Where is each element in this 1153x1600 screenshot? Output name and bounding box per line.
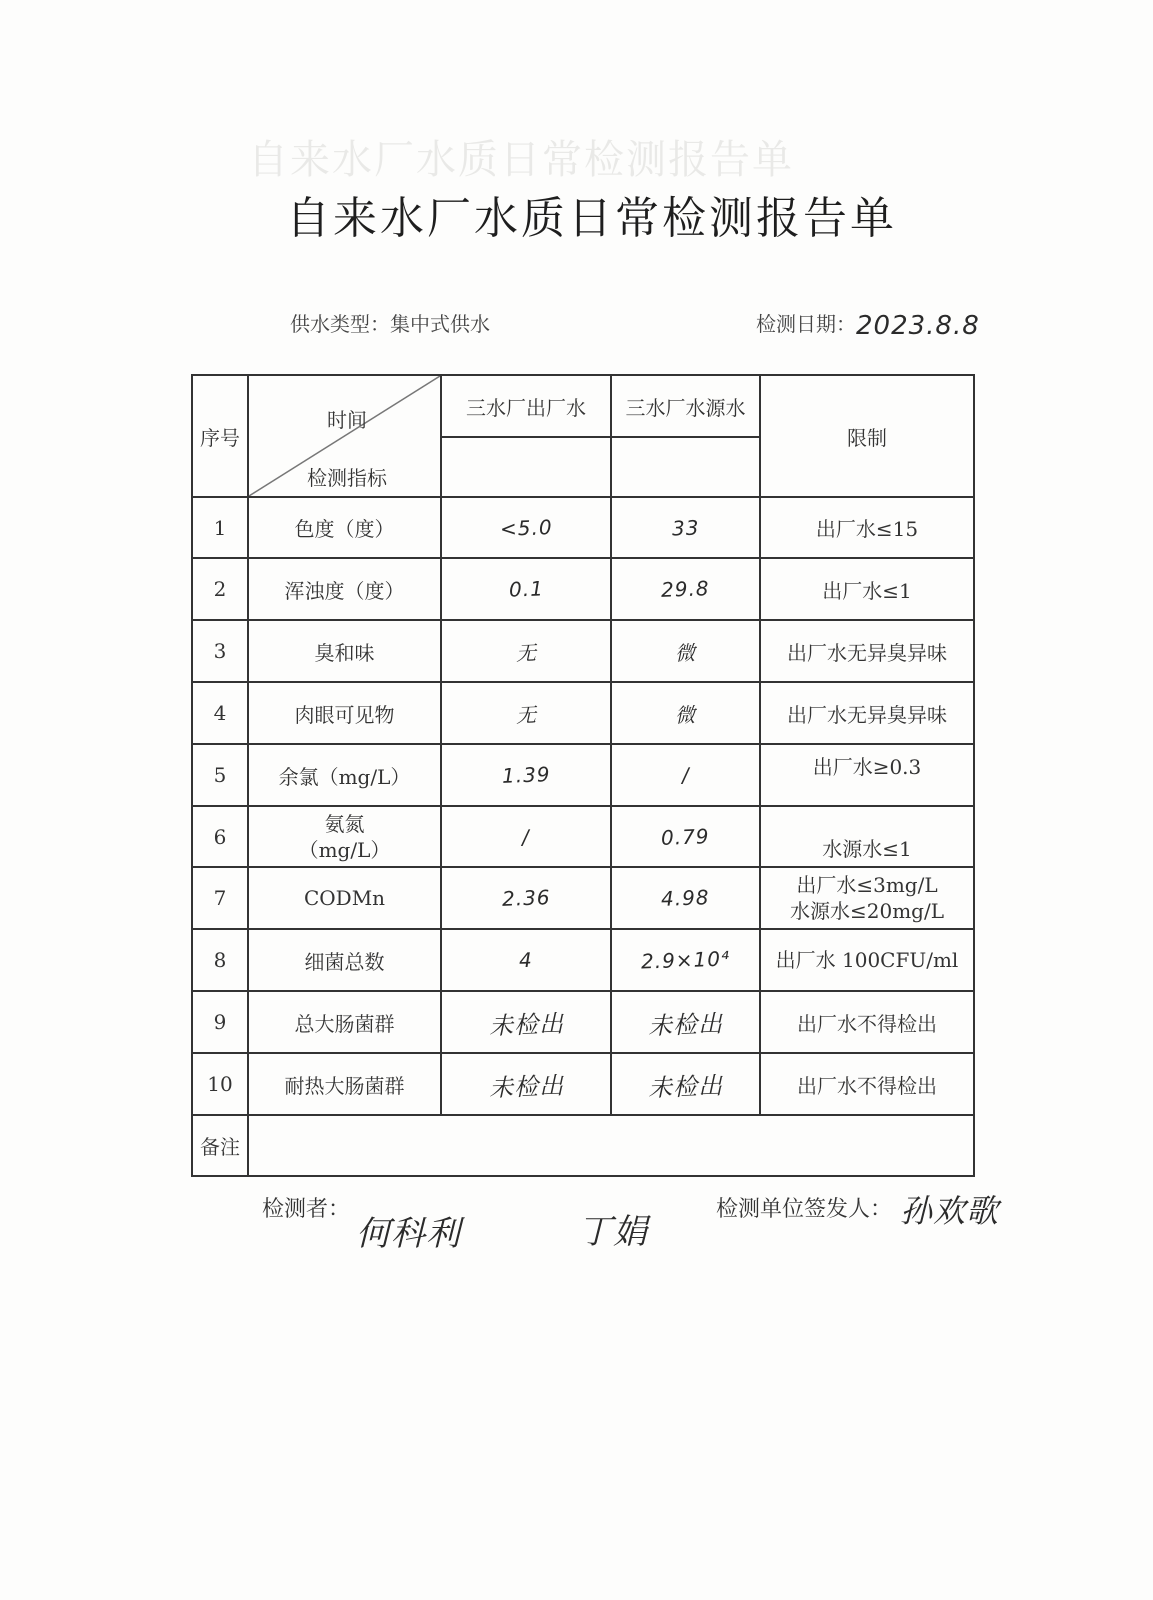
row-no: 6 xyxy=(192,806,248,867)
bleed-through-text: 自来水厂水质日常检测报告单 xyxy=(248,137,794,183)
row-limit: 出厂水不得检出 xyxy=(760,1053,974,1115)
table-row xyxy=(192,620,974,682)
page-title: 自来水厂水质日常检测报告单 xyxy=(286,193,897,244)
row-no: 5 xyxy=(192,744,248,806)
row-value-a: 2.36 xyxy=(441,867,611,929)
row-limit xyxy=(760,867,974,929)
row-value-a: / xyxy=(441,806,611,867)
row-value-a: 无 xyxy=(441,620,611,682)
row-value-a: 4 xyxy=(441,929,611,991)
issuer-label: 检测单位签发人： xyxy=(716,1197,893,1222)
row-no: 9 xyxy=(192,991,248,1053)
row-limit-line1: 出厂水≤3mg/L xyxy=(796,873,938,897)
row-value-a: <5.0 xyxy=(441,497,611,558)
row-limit-line2: 水源水≤20mg/L xyxy=(790,899,944,923)
row-value-a: 未检出 xyxy=(441,991,611,1053)
table-row xyxy=(192,682,974,744)
row-value-b: 未检出 xyxy=(611,1053,760,1115)
tester-label: 检测者： xyxy=(262,1197,351,1222)
row-indicator-line2: （mg/L） xyxy=(298,837,391,862)
row-indicator: 余氯（mg/L） xyxy=(248,744,441,806)
row-no: 1 xyxy=(192,497,248,558)
header-col-b-blank xyxy=(611,437,760,497)
row-value-a: 无 xyxy=(441,682,611,744)
table-row xyxy=(192,744,974,806)
row-value-b: 微 xyxy=(611,682,760,744)
row-indicator: CODMn xyxy=(248,867,441,929)
row-limit: 出厂水≥0.3 xyxy=(760,744,974,806)
row-limit: 出厂水无异臭异味 xyxy=(760,682,974,744)
row-limit: 出厂水 100CFU/ml xyxy=(760,929,974,991)
table-row xyxy=(192,991,974,1053)
row-limit: 出厂水≤1 xyxy=(760,558,974,620)
row-value-b: 微 xyxy=(611,620,760,682)
row-indicator: 肉眼可见物 xyxy=(248,682,441,744)
tester-signature-2: 丁娟 xyxy=(578,1212,648,1252)
row-indicator: 细菌总数 xyxy=(248,929,441,991)
row-indicator: 臭和味 xyxy=(248,620,441,682)
row-indicator: 总大肠菌群 xyxy=(248,991,441,1053)
test-date-value: 2023.8.8 xyxy=(856,311,980,341)
row-value-b: 2.9×10⁴ xyxy=(611,929,760,991)
row-limit: 出厂水不得检出 xyxy=(760,991,974,1053)
header-indicator: 检测指标 xyxy=(307,466,387,490)
row-no: 8 xyxy=(192,929,248,991)
row-no: 2 xyxy=(192,558,248,620)
row-no: 10 xyxy=(192,1053,248,1115)
row-indicator: 色度（度） xyxy=(248,497,441,558)
test-date-label: 检测日期： xyxy=(756,312,856,336)
header-time: 时间 xyxy=(327,408,367,432)
row-value-b: 29.8 xyxy=(611,558,760,620)
row-no: 3 xyxy=(192,620,248,682)
header-col-a: 三水厂出厂水 xyxy=(441,375,611,437)
supply-type: 供水类型：集中式供水 xyxy=(290,312,490,336)
row-value-b: 未检出 xyxy=(611,991,760,1053)
row-value-b: 33 xyxy=(611,497,760,558)
row-no: 4 xyxy=(192,682,248,744)
row-value-a: 1.39 xyxy=(441,744,611,806)
remark-content xyxy=(248,1115,974,1176)
header-diagonal-cell xyxy=(248,375,441,497)
table-row xyxy=(192,806,974,867)
table-row xyxy=(192,867,974,929)
row-value-a: 未检出 xyxy=(441,1053,611,1115)
remark-row xyxy=(192,1115,974,1176)
row-indicator: 耐热大肠菌群 xyxy=(248,1053,441,1115)
header-col-a-blank xyxy=(441,437,611,497)
report-table xyxy=(191,374,975,1177)
row-value-a: 0.1 xyxy=(441,558,611,620)
tester-signature-1: 何科利 xyxy=(356,1214,461,1254)
row-value-b: 0.79 xyxy=(611,806,760,867)
row-indicator: 浑浊度（度） xyxy=(248,558,441,620)
row-indicator-line1: 氨氮 xyxy=(324,811,365,836)
row-limit: 出厂水无异臭异味 xyxy=(760,620,974,682)
table-row xyxy=(192,558,974,620)
table-row xyxy=(192,1053,974,1115)
row-indicator xyxy=(248,806,441,867)
table-row xyxy=(192,497,974,558)
row-limit: 出厂水≤15 xyxy=(760,497,974,558)
row-limit: 水源水≤1 xyxy=(760,806,974,867)
row-value-b: / xyxy=(611,744,760,806)
header-limit: 限制 xyxy=(760,375,974,497)
row-no: 7 xyxy=(192,867,248,929)
test-date xyxy=(756,308,980,341)
row-value-b: 4.98 xyxy=(611,867,760,929)
issuer-signature: 孙欢歌 xyxy=(900,1192,1000,1230)
remark-label: 备注 xyxy=(192,1115,248,1176)
table-row xyxy=(192,929,974,991)
header-col-b: 三水厂水源水 xyxy=(611,375,760,437)
header-index: 序号 xyxy=(192,375,248,497)
